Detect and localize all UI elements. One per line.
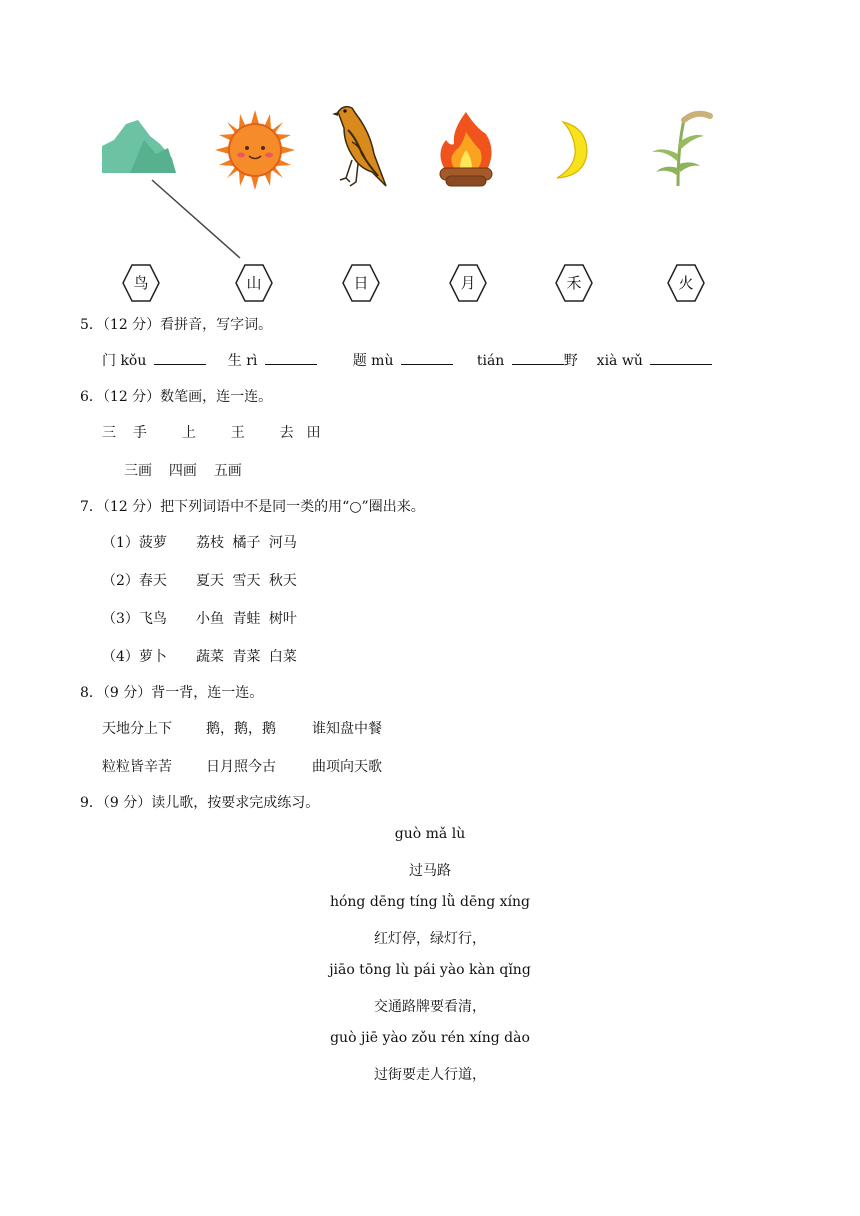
q5-item: 门 kǒu	[102, 353, 147, 369]
q8-row-2	[102, 756, 382, 776]
grain-plant-icon	[644, 106, 716, 188]
poem-line[interactable]: 曲项向天歌	[312, 759, 382, 775]
bird-icon	[330, 102, 390, 190]
q8-row-1	[102, 718, 382, 738]
poem-line: 交通路牌要看清，	[374, 999, 486, 1015]
q5-item: xià wǔ	[596, 353, 643, 369]
answer-blank[interactable]	[154, 350, 206, 365]
character[interactable]: 田	[306, 425, 321, 441]
connecting-line	[140, 170, 250, 265]
word[interactable]: 夏天	[196, 573, 224, 589]
poem-line[interactable]: 日月照今古	[206, 759, 276, 775]
q6-row-2	[124, 460, 242, 480]
group-label: （2）春天	[102, 573, 167, 589]
character[interactable]: 上	[181, 425, 196, 441]
word[interactable]: 小鱼	[196, 611, 224, 627]
hexagon-character[interactable]: 鸟	[122, 264, 160, 302]
word[interactable]: 荔枝	[196, 535, 224, 551]
word[interactable]: 秋天	[268, 573, 297, 589]
poem-line[interactable]: 谁知盘中餐	[312, 721, 382, 737]
q7-group	[102, 646, 297, 666]
character[interactable]: 王	[230, 425, 245, 441]
q7-group	[102, 570, 297, 590]
word[interactable]: 白菜	[268, 649, 297, 665]
answer-blank[interactable]	[512, 350, 564, 365]
poem-pinyin: guò jiē yào zǒu rén xíng dào	[330, 1030, 530, 1046]
word[interactable]: 蔬菜	[196, 649, 224, 665]
moon-icon	[543, 120, 593, 180]
question-6-title: 6．（12 分）数笔画，连一连。	[80, 389, 273, 405]
poem-pinyin: guò mǎ lù	[394, 826, 466, 842]
poem-line: 过街要走人行道，	[374, 1067, 486, 1083]
word[interactable]: 树叶	[268, 611, 297, 627]
question-7-title: 7．（12 分）把下列词语中不是同一类的用“○”圈出来。	[80, 499, 425, 515]
word[interactable]: 青蛙	[232, 611, 261, 627]
hexagon-character[interactable]: 山	[235, 264, 273, 302]
stroke-count[interactable]: 三画	[124, 463, 152, 479]
q7-group	[102, 532, 297, 552]
word[interactable]: 雪天	[232, 573, 261, 589]
poem-line: 红灯停，绿灯行，	[374, 931, 486, 947]
poem-pinyin: hóng dēng tíng lǜ dēng xíng	[329, 894, 531, 910]
stroke-count[interactable]: 五画	[213, 463, 242, 479]
q6-row-1	[102, 422, 321, 442]
q7-group	[102, 608, 297, 628]
word[interactable]: 青菜	[232, 649, 261, 665]
character[interactable]: 去	[279, 425, 294, 441]
question-9-title: 9．（9 分）读儿歌，按要求完成练习。	[80, 795, 320, 811]
answer-blank[interactable]	[650, 350, 712, 365]
poem-line[interactable]: 鹅，鹅，鹅	[206, 721, 276, 737]
word[interactable]: 河马	[268, 535, 297, 551]
hexagon-character[interactable]: 火	[667, 264, 705, 302]
question-5-items	[102, 350, 715, 370]
answer-blank[interactable]	[401, 350, 453, 365]
q5-item: 题 mù	[352, 353, 394, 369]
stroke-count[interactable]: 四画	[168, 463, 197, 479]
question-5-title: 5．（12 分）看拼音，写字词。	[80, 317, 273, 333]
q5-item: tián	[476, 353, 505, 369]
group-label: （1）菠萝	[102, 535, 167, 551]
hexagon-character[interactable]: 月	[449, 264, 487, 302]
hexagon-character[interactable]: 日	[342, 264, 380, 302]
mountain-icon	[100, 118, 180, 178]
question-8-title: 8．（9 分）背一背，连一连。	[80, 685, 264, 701]
character[interactable]: 三	[102, 425, 116, 441]
poem-pinyin: jiāo tōng lù pái yào kàn qǐng	[329, 962, 531, 978]
group-label: （4）萝卜	[102, 649, 167, 665]
answer-blank[interactable]	[265, 350, 317, 365]
hexagon-character[interactable]: 禾	[555, 264, 593, 302]
poem-line[interactable]: 粒粒皆辛苦	[102, 759, 172, 775]
group-label: （3）飞鸟	[102, 611, 167, 627]
character[interactable]: 手	[132, 425, 147, 441]
poem-title: 过马路	[409, 863, 451, 879]
q5-item: 生 rì	[227, 353, 258, 369]
fire-icon	[436, 110, 496, 190]
poem-line[interactable]: 天地分上下	[102, 721, 172, 737]
word[interactable]: 橘子	[232, 535, 261, 551]
q5-item: 野	[563, 353, 578, 369]
